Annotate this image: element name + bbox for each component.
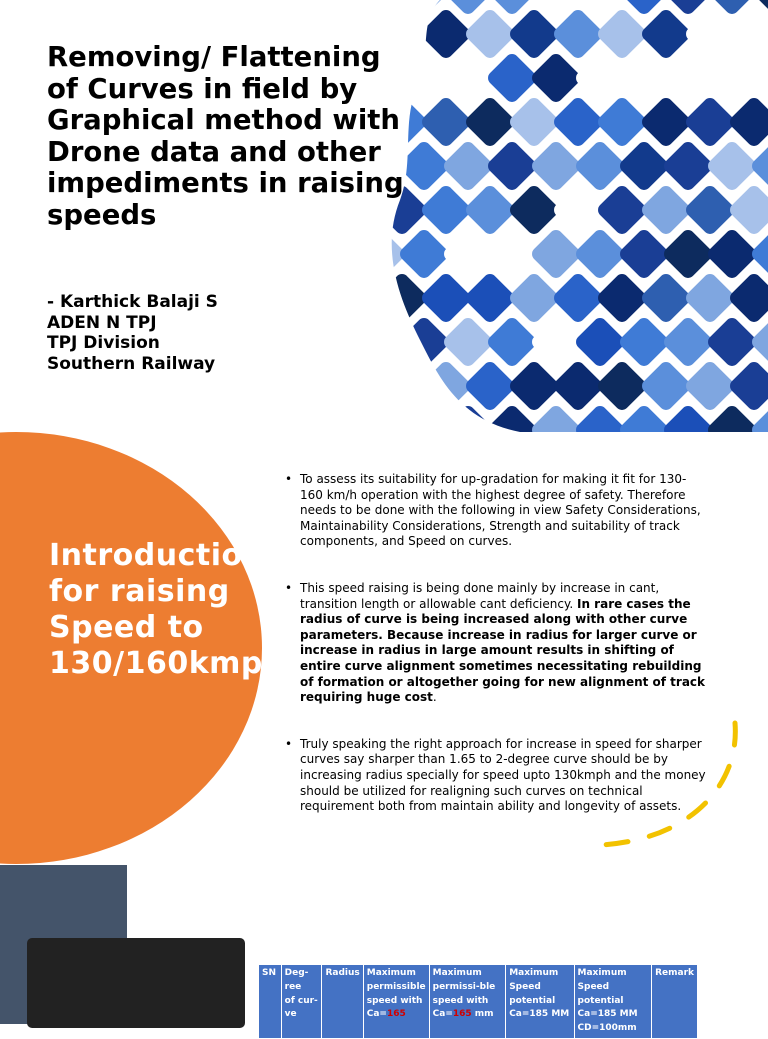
blue-mosaic-graphic [380, 0, 768, 432]
table-header-cell: SN [259, 965, 282, 1039]
mosaic-tile [485, 139, 539, 193]
mosaic-tile [595, 95, 649, 149]
mosaic-tile [380, 7, 429, 61]
mosaic-tile [595, 359, 649, 413]
mosaic-tile [441, 227, 495, 281]
mosaic-tile [380, 403, 407, 432]
bullet-text: This speed raising is being done mainly by increase in cant, transition length or allowable cant deficiency. [300, 580, 660, 611]
mosaic-tile [573, 227, 627, 281]
mosaic-tile [529, 315, 583, 369]
mosaic-tile [529, 227, 583, 281]
mosaic-tile [380, 7, 385, 61]
author-organization: Southern Railway [47, 353, 216, 374]
mosaic-tile [529, 51, 583, 105]
mosaic-tile [380, 271, 429, 325]
mosaic-tile [683, 271, 737, 325]
mosaic-tile [551, 95, 605, 149]
speed-potential-table [258, 964, 698, 1039]
mosaic-tile [397, 227, 451, 281]
mosaic-tile [617, 139, 671, 193]
mosaic-tile [441, 51, 495, 105]
mosaic-tile [380, 183, 385, 237]
mosaic-tile [617, 51, 671, 105]
mosaic-tile [705, 139, 759, 193]
mosaic-tile [380, 139, 407, 193]
dark-panel-shape [27, 938, 245, 1028]
table-header-cell: Maximum Speed potential Ca=185 MM CD=100mm [574, 965, 652, 1039]
mosaic-tile [617, 227, 671, 281]
mosaic-tile [397, 403, 451, 432]
mosaic-tile [727, 95, 768, 149]
mosaic-tile [727, 183, 768, 237]
mosaic-tile [419, 271, 473, 325]
mosaic-tile [507, 95, 561, 149]
mosaic-tile [705, 227, 759, 281]
dashed-arc-decoration [590, 715, 750, 855]
mosaic-tile [573, 139, 627, 193]
mosaic-tile [463, 95, 517, 149]
mosaic-tile [639, 183, 693, 237]
table-header-cell: Maximum permissi-ble speed with Ca=165 mm [429, 965, 506, 1039]
mosaic-tile [683, 95, 737, 149]
mosaic-tile [397, 315, 451, 369]
mosaic-tile [419, 95, 473, 149]
mosaic-tile [380, 315, 407, 369]
mosaic-tile [397, 51, 451, 105]
mosaic-tile [573, 51, 627, 105]
bullet-item [285, 472, 709, 550]
mosaic-tile [727, 271, 768, 325]
mosaic-tile [441, 315, 495, 369]
table-header-row [259, 965, 698, 1039]
mosaic-tile [595, 7, 649, 61]
mosaic-tile [485, 227, 539, 281]
mosaic-tile [639, 7, 693, 61]
table-header-cell: Radius [322, 965, 363, 1039]
mosaic-tile [380, 51, 407, 105]
mosaic-tile [551, 183, 605, 237]
mosaic-tile [683, 359, 737, 413]
mosaic-tile [380, 359, 385, 413]
bullet-dot-icon: • [285, 472, 293, 486]
mosaic-tile [595, 271, 649, 325]
mosaic-tile [661, 139, 715, 193]
mosaic-tile [485, 315, 539, 369]
mosaic-tile [380, 271, 385, 325]
mosaic-tile [705, 315, 759, 369]
mosaic-tile [639, 95, 693, 149]
mosaic-tile [380, 359, 429, 413]
intro-heading: Introduction for raising Speed to 130/160kmph [49, 538, 285, 681]
mosaic-tile [573, 315, 627, 369]
bullet-text-end: . [432, 690, 437, 705]
mosaic-tile [463, 359, 517, 413]
mosaic-tile [661, 227, 715, 281]
mosaic-tile [380, 0, 407, 17]
mosaic-tile [397, 139, 451, 193]
author-block [47, 292, 218, 374]
slide-title: Removing/ Flattening of Curves in field by Graphical method with Drone data and other impediments in raising speeds [47, 41, 404, 231]
mosaic-tile [463, 183, 517, 237]
table-header-cell: Remark [652, 965, 698, 1039]
mosaic-tile [441, 139, 495, 193]
mosaic-tile [617, 315, 671, 369]
mosaic-tile [551, 359, 605, 413]
bullet-text: To assess its suitability for up-gradation for making it fit for 130-160 km/h operation with the highest degree of safety. Therefore needs to be done with the following in view Safety Considerations, Maintainability Considerations, Strength and suitability of track components, and Speed on curves. [300, 472, 701, 549]
mosaic-tile [661, 51, 715, 105]
mosaic-tile [419, 7, 473, 61]
bullet-dot-icon: • [285, 580, 293, 595]
bullet-bold-text: In rare cases the radius of curve is being increased along with other curve parameters. Because increase in radius for larger curve or increase in radius in large amount results in shifting of entire curve alignment sometimes necessitating rebuilding of formation or altogether going for new alignment of track requiring huge cost [300, 596, 706, 705]
mosaic-tile [529, 139, 583, 193]
mosaic-tile [463, 7, 517, 61]
mosaic-tile [485, 51, 539, 105]
bullet-item [285, 581, 709, 706]
mosaic-tile [551, 7, 605, 61]
mosaic-tile [683, 183, 737, 237]
mosaic-tile [380, 95, 429, 149]
bullet-dot-icon: • [285, 736, 293, 751]
mosaic-tile [705, 51, 759, 105]
bullet-text: Truly speaking the right approach for increase in speed for sharper curves say sharper than 1.65 to 2-degree curve should be by increasing radius specially for speed upto 130kmph and the money should be utilized for realigning such curves on technical requirement both from maintain ability and longevity of assets. [300, 736, 706, 814]
mosaic-tile [727, 7, 768, 61]
table-header-cell: Maximum permissible speed with Ca=165 [363, 965, 429, 1039]
mosaic-tile [551, 271, 605, 325]
mosaic-tile [683, 7, 737, 61]
mosaic-tile [463, 271, 517, 325]
mosaic-tile [639, 271, 693, 325]
mosaic-tile [419, 183, 473, 237]
author-name: - Karthick Balaji S [47, 292, 218, 312]
mosaic-tile [507, 271, 561, 325]
mosaic-tile [507, 183, 561, 237]
mosaic-tile [639, 359, 693, 413]
author-designation: ADEN N TPJ [47, 312, 157, 333]
table-header-cell: Deg-ree of cur- ve [281, 965, 322, 1039]
mosaic-tile [380, 95, 385, 149]
mosaic-tile [727, 359, 768, 413]
table-header-cell: Maximum Speed potential Ca=185 MM [506, 965, 574, 1039]
mosaic-tile [507, 359, 561, 413]
author-division: TPJ Division [47, 333, 160, 353]
mosaic-tile [661, 315, 715, 369]
mosaic-tile [380, 183, 429, 237]
mosaic-tile [507, 7, 561, 61]
mosaic-tile [595, 183, 649, 237]
mosaic-tile [419, 359, 473, 413]
